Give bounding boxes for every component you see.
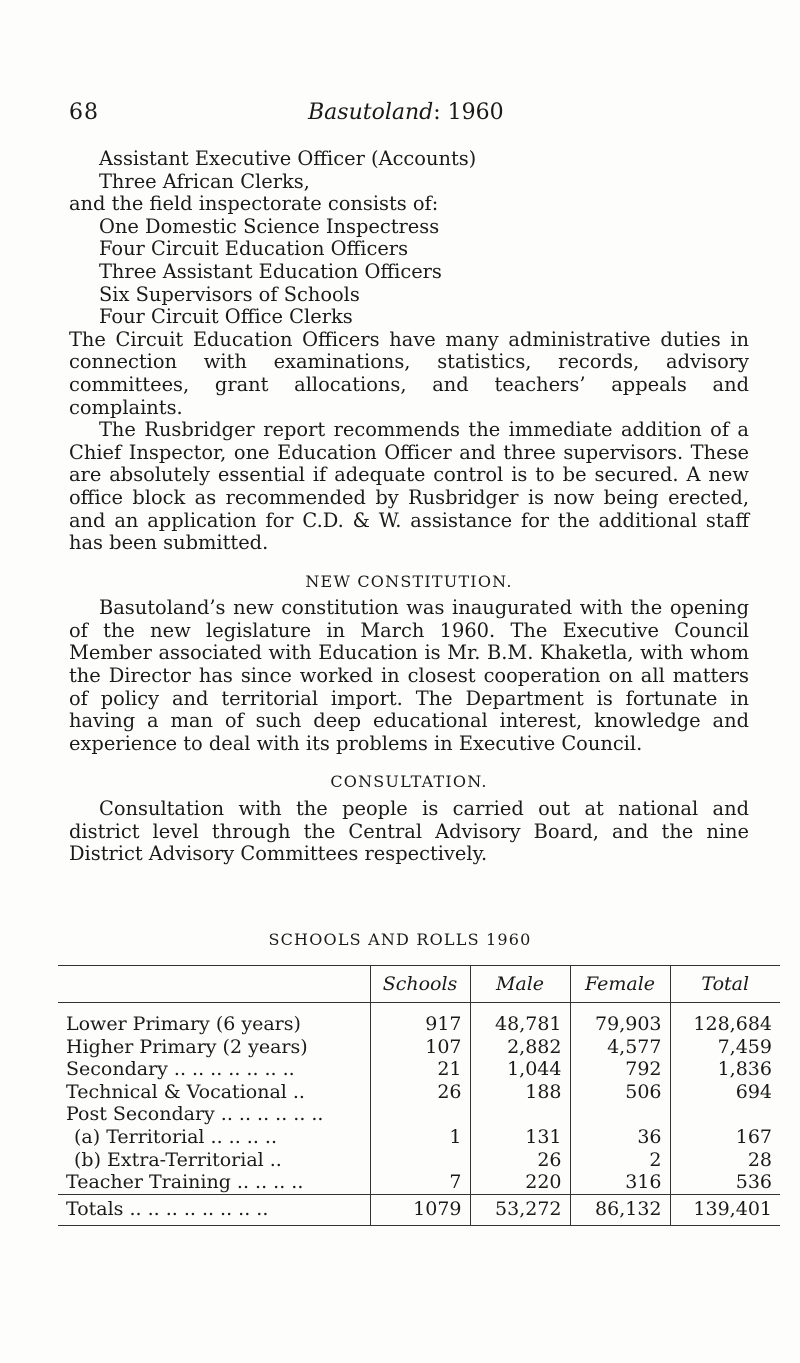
table-row [58, 1171, 780, 1194]
cell-schools: 7 [370, 1171, 470, 1194]
table-row [58, 1103, 780, 1126]
row-label: Post Secondary .. .. .. .. .. .. [66, 1103, 324, 1126]
table-row [58, 1126, 780, 1149]
body-text [69, 148, 749, 866]
totals-male: 53,272 [470, 1194, 570, 1225]
cell-schools: 26 [370, 1081, 470, 1104]
cell-schools: 917 [370, 1003, 470, 1036]
staff-line: Assistant Executive Officer (Accounts) [99, 147, 477, 170]
totals-row [58, 1194, 780, 1225]
paragraph-consultation: Consultation with the people is carried out at national and district level through the Central Advisory Board, and the nine District Advisory Committees respectively. [69, 797, 749, 866]
cell-female: 4,577 [570, 1036, 670, 1059]
table-row [58, 1036, 780, 1059]
table-row [58, 1003, 780, 1036]
cell-schools: 21 [370, 1058, 470, 1081]
cell-female [570, 1103, 670, 1126]
row-label: Teacher Training .. .. .. .. [66, 1171, 304, 1194]
table-title: SCHOOLS AND ROLLS 1960 [268, 930, 532, 949]
column-header-male: Male [470, 966, 570, 1003]
cell-male: 220 [470, 1171, 570, 1194]
inspectorate-line: Four Circuit Education Officers [99, 237, 409, 261]
column-header-schools: Schools [370, 966, 470, 1003]
cell-female: 792 [570, 1058, 670, 1081]
cell-schools: 107 [370, 1036, 470, 1059]
page-number: 68 [69, 100, 99, 125]
cell-schools [370, 1103, 470, 1126]
row-label: Lower Primary (6 years) [66, 1013, 301, 1035]
table-row [58, 1149, 780, 1172]
totals-total: 139,401 [670, 1194, 780, 1225]
cell-male [470, 1103, 570, 1126]
running-title-italic: Basutoland [308, 100, 434, 125]
page-header [0, 100, 800, 132]
cell-total: 128,684 [670, 1003, 780, 1036]
row-label: Secondary .. .. .. .. .. .. .. [66, 1058, 295, 1081]
paragraph-rusbridger: The Rusbridger report recommends the immediate addition of a Chief Inspector, one Education Officer and three supervisors. These are absolutely essential if adequate control is to be secured. A new office block as recommended by Rusbridger is now being erected, and an application for C.D. & W. assistance for the additional staff has been submitted. [69, 418, 749, 555]
staff-line: Three African Clerks, [99, 169, 310, 193]
inspectorate-line: Six Supervisors of Schools [99, 282, 360, 306]
heading-new-constitution: NEW CONSTITUTION. [305, 571, 513, 591]
inspectorate-line: Four Circuit Office Clerks [99, 305, 353, 329]
schools-rolls-table [58, 965, 780, 1226]
heading-consultation: CONSULTATION. [330, 772, 488, 792]
totals-label: Totals .. .. .. .. .. .. .. .. [58, 1194, 370, 1225]
cell-male: 1,044 [470, 1058, 570, 1081]
row-label: Higher Primary (2 years) [66, 1035, 308, 1058]
running-title [308, 100, 504, 125]
inspectorate-line: One Domestic Science Inspectress [99, 214, 440, 238]
column-header-total: Total [670, 966, 780, 1003]
cell-male: 131 [470, 1126, 570, 1149]
cell-female: 506 [570, 1081, 670, 1104]
cell-male: 26 [470, 1149, 570, 1172]
inspectorate-intro: and the field inspectorate consists of: [69, 192, 439, 216]
cell-female: 36 [570, 1126, 670, 1149]
cell-total: 1,836 [670, 1058, 780, 1081]
cell-schools: 1 [370, 1126, 470, 1149]
cell-schools [370, 1149, 470, 1172]
column-header-female: Female [570, 966, 670, 1003]
cell-male: 188 [470, 1081, 570, 1104]
cell-female: 316 [570, 1171, 670, 1194]
paragraph-constitution: Basutoland’s new constitution was inaugurated with the opening of the new legislature in March 1960. The Executive Council Member associated with Education is Mr. B.M. Khaketla, with whom the Director has since worked in closest cooperation on all matters of policy and territorial import. The Department is fortunate in having a man of such deep educational interest, knowledge and experience to deal with its problems in Executive Council. [69, 596, 749, 755]
cell-female: 79,903 [570, 1003, 670, 1036]
cell-total: 28 [670, 1149, 780, 1172]
row-label: (b) Extra-Territorial .. [74, 1148, 282, 1171]
cell-total: 7,459 [670, 1036, 780, 1059]
cell-total: 694 [670, 1081, 780, 1104]
row-label: Technical & Vocational .. [66, 1080, 305, 1103]
cell-male: 48,781 [470, 1003, 570, 1036]
totals-schools: 1079 [370, 1194, 470, 1225]
paragraph-circuit-officers: The Circuit Education Officers have many administrative duties in connection with examinations, statistics, records, advisory committees, grant allocations, and teachers’ appeals and complaints. [69, 327, 749, 419]
table-row [58, 1058, 780, 1081]
cell-total: 536 [670, 1171, 780, 1194]
cell-total: 167 [670, 1126, 780, 1149]
row-label: (a) Territorial .. .. .. .. [74, 1125, 277, 1148]
table-header-row [58, 966, 780, 1003]
table-row [58, 1081, 780, 1104]
cell-male: 2,882 [470, 1036, 570, 1059]
running-title-year: : 1960 [433, 100, 504, 125]
inspectorate-line: Three Assistant Education Officers [99, 259, 442, 283]
cell-female: 2 [570, 1149, 670, 1172]
cell-total [670, 1103, 780, 1126]
header-blank [58, 966, 370, 1003]
totals-female: 86,132 [570, 1194, 670, 1225]
